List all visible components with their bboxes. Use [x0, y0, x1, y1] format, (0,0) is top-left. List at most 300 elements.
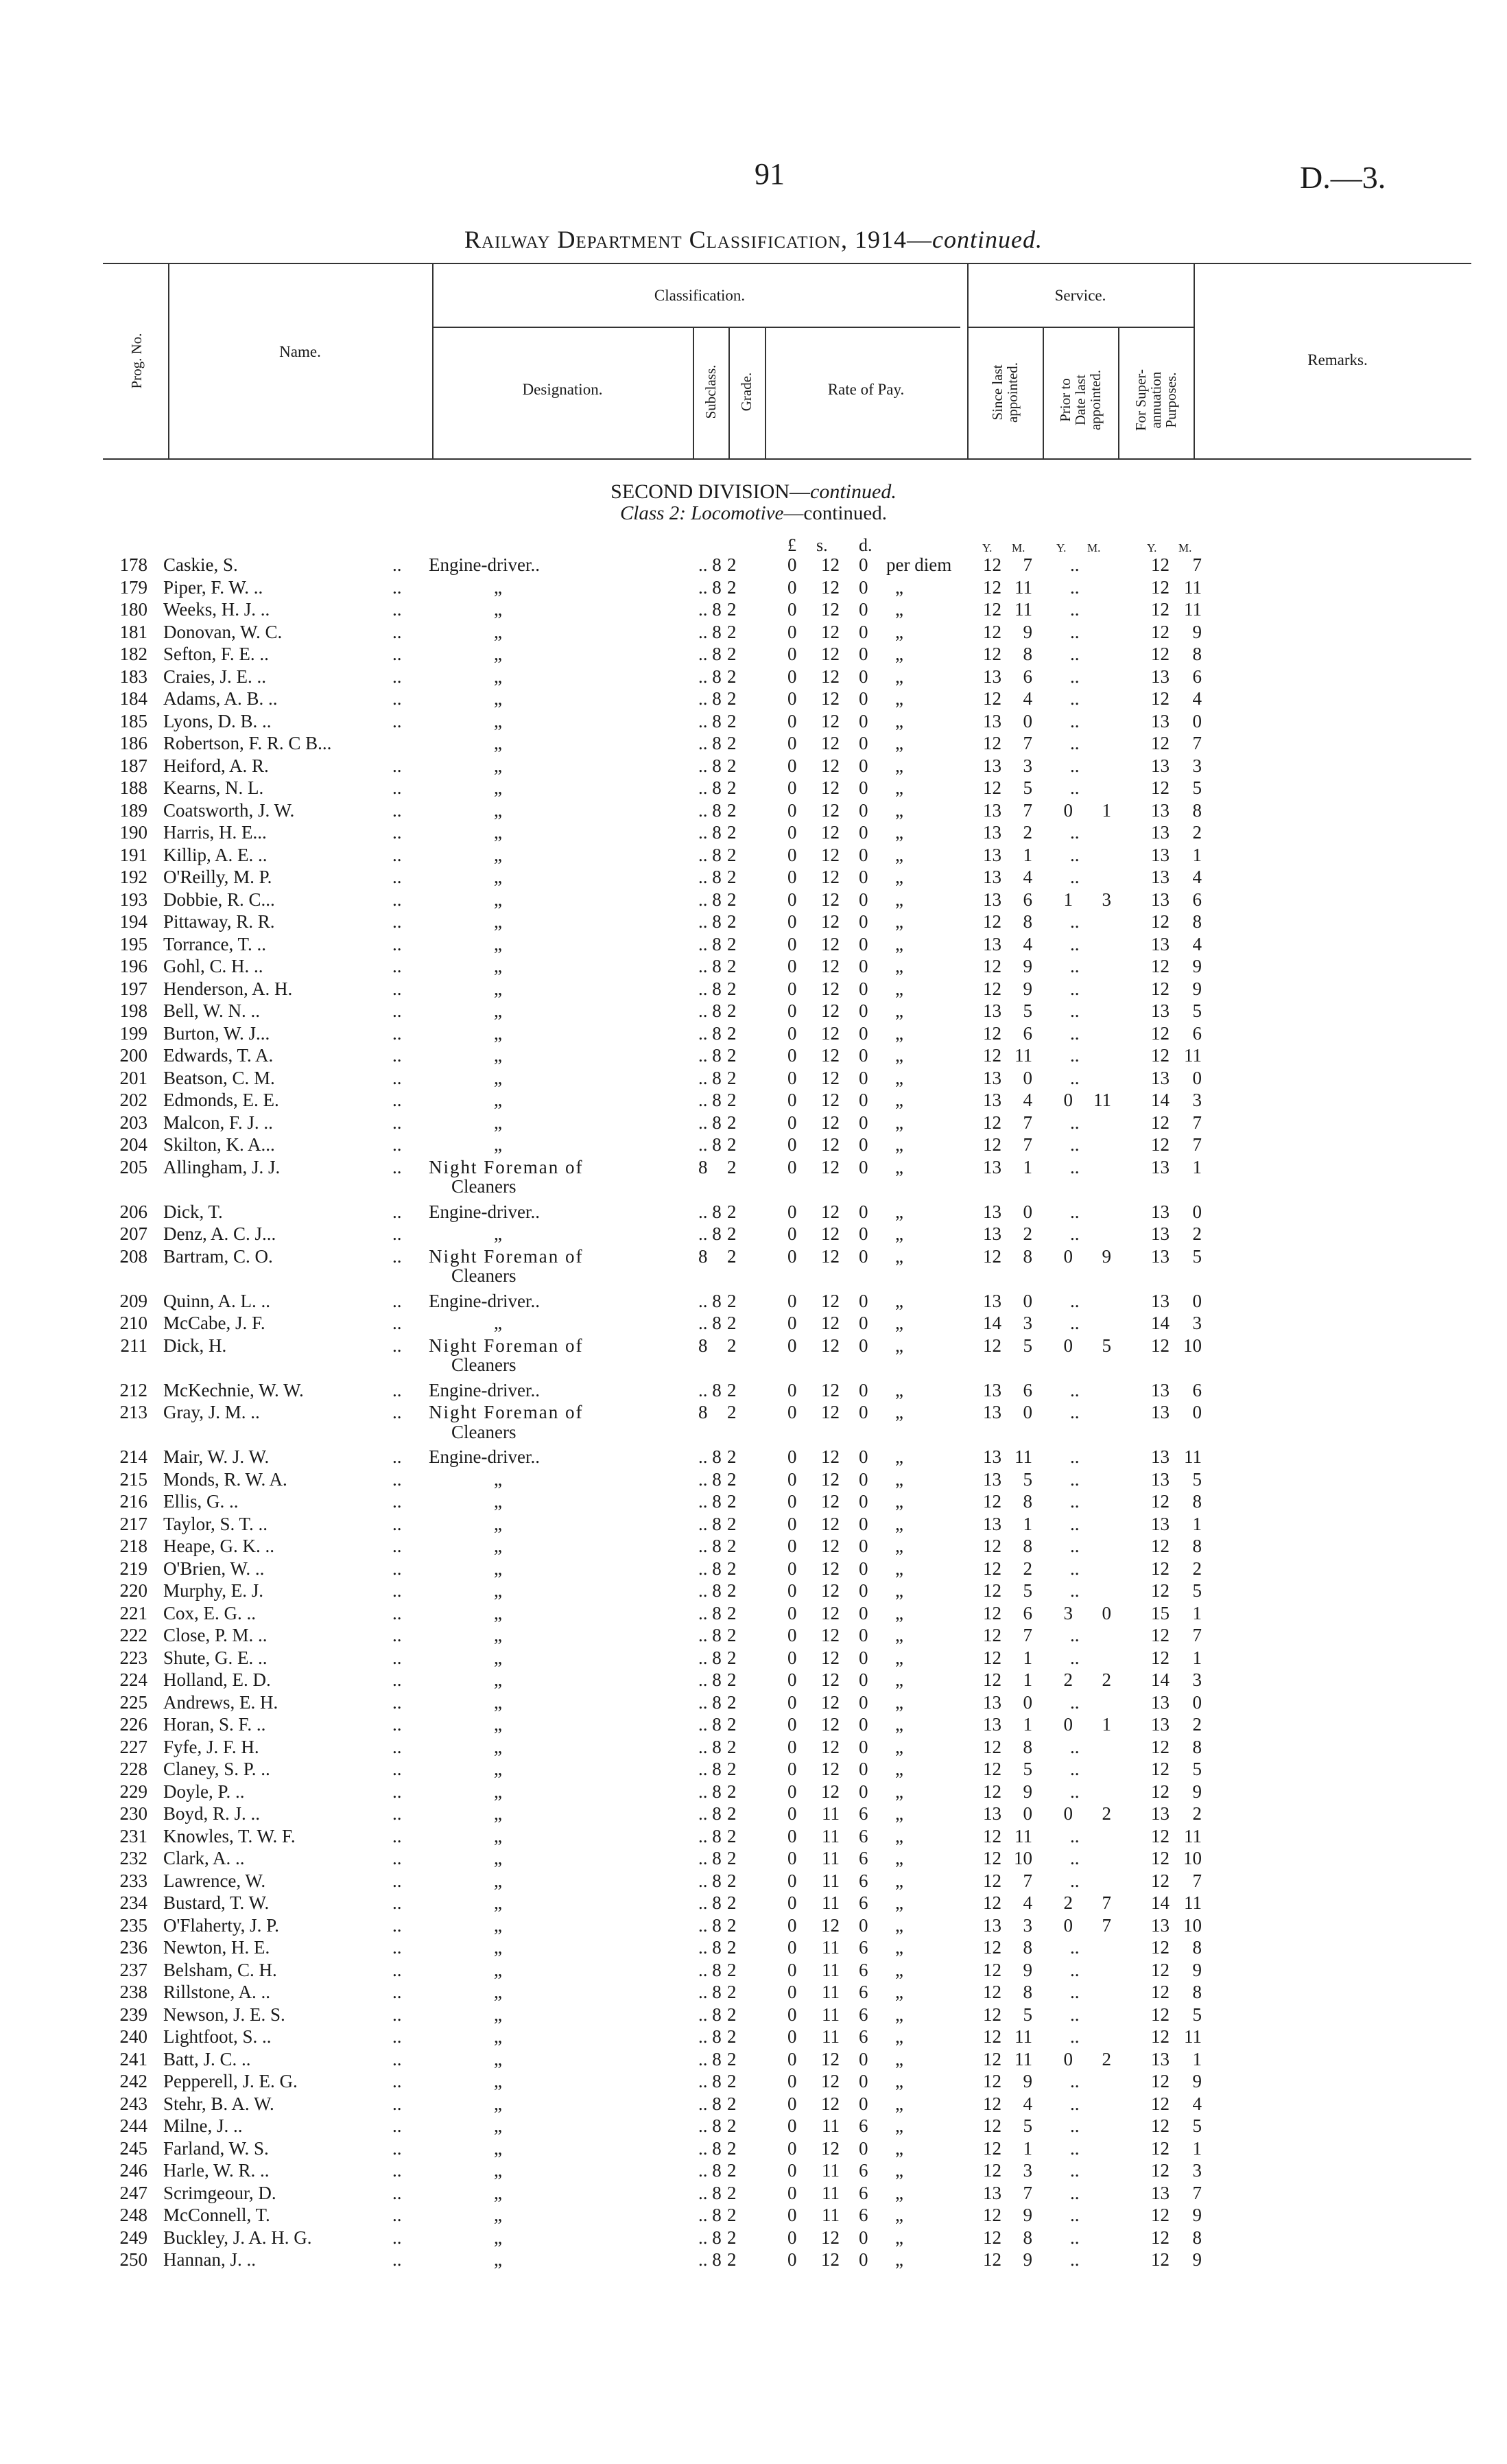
- designation-cell: „: [494, 1112, 502, 1133]
- since-years-cell: 13: [983, 1380, 1001, 1400]
- super-years-cell: 12: [1151, 1558, 1170, 1579]
- table-row: [0, 2249, 1507, 2270]
- pay-pounds-cell: 0: [787, 777, 797, 798]
- pay-pence-cell: 0: [859, 2049, 868, 2069]
- pay-unit-cell: „: [895, 1335, 903, 1356]
- subclass-cell: .. 8: [698, 733, 722, 753]
- prog-no-cell: 202: [119, 1090, 147, 1110]
- prog-no-cell: 196: [119, 956, 147, 976]
- subclass-cell: .. 8: [698, 934, 722, 954]
- super-years-cell: 13: [1151, 867, 1170, 887]
- pay-pounds-cell: 0: [787, 800, 797, 821]
- super-months-cell: 10: [1183, 1915, 1202, 1936]
- pay-pence-cell: 0: [859, 1536, 868, 1556]
- super-months-cell: 4: [1192, 2093, 1202, 2114]
- prog-no-cell: 190: [119, 822, 147, 843]
- pay-pence-cell: 0: [859, 733, 868, 753]
- super-months-cell: 2: [1192, 1714, 1202, 1735]
- pay-pounds-cell: 0: [787, 1090, 797, 1110]
- prior-months-cell: 2: [1102, 1669, 1111, 1690]
- subclass-cell: .. 8: [698, 867, 722, 887]
- table-row: [0, 577, 1507, 598]
- prior-empty-dots: ..: [1070, 1313, 1080, 1333]
- pay-shillings-cell: 11: [822, 1960, 840, 1980]
- super-months-cell: 0: [1192, 1692, 1202, 1713]
- name-cell: Gray, J. M. ..: [163, 1402, 260, 1422]
- subclass-cell: .. 8: [698, 666, 722, 687]
- pay-pence-cell: 0: [859, 1692, 868, 1713]
- col-rule-4: [728, 327, 730, 458]
- since-months-cell: 11: [1014, 1045, 1032, 1066]
- since-months-cell: 11: [1014, 599, 1032, 620]
- super-years-cell: 12: [1151, 2026, 1170, 2047]
- prog-no-cell: 246: [119, 2160, 147, 2181]
- table-row: [0, 1402, 1507, 1422]
- super-years-cell: 13: [1151, 889, 1170, 910]
- grade-cell: 2: [727, 1937, 737, 1958]
- unit-prior-y: Y.: [1056, 541, 1067, 554]
- super-months-cell: 9: [1192, 956, 1202, 976]
- pay-shillings-cell: 11: [822, 1937, 840, 1958]
- designation-cell: „: [494, 1781, 502, 1802]
- super-years-cell: 13: [1151, 1402, 1170, 1422]
- name-cell: Buckley, J. A. H. G.: [163, 2227, 312, 2248]
- since-months-cell: 8: [1023, 2227, 1032, 2248]
- pay-shillings-cell: 12: [821, 889, 840, 910]
- pay-pounds-cell: 0: [787, 1112, 797, 1133]
- since-years-cell: 13: [983, 1803, 1001, 1824]
- super-years-cell: 12: [1151, 688, 1170, 709]
- pay-unit-cell: „: [895, 733, 903, 753]
- prior-empty-dots: ..: [1070, 644, 1080, 664]
- subclass-cell: .. 8: [698, 2071, 722, 2091]
- pay-unit-cell: „: [895, 2249, 903, 2270]
- super-months-cell: 6: [1192, 1380, 1202, 1400]
- table-row: [0, 2071, 1507, 2091]
- header-subclass: Subclass.: [702, 364, 719, 419]
- pay-pence-cell: 0: [859, 1491, 868, 1512]
- prog-no-cell: 179: [119, 577, 147, 598]
- super-months-cell: 4: [1192, 867, 1202, 887]
- name-cell: Adams, A. B. ..: [163, 688, 278, 709]
- pay-pounds-cell: 0: [787, 1603, 797, 1623]
- name-cell: Skilton, K. A...: [163, 1134, 275, 1155]
- super-months-cell: 6: [1192, 889, 1202, 910]
- pay-pence-cell: 0: [859, 1558, 868, 1579]
- super-years-cell: 13: [1151, 2183, 1170, 2203]
- subclass-cell: .. 8: [698, 1134, 722, 1155]
- super-months-cell: 8: [1192, 800, 1202, 821]
- grade-cell: 2: [727, 2249, 737, 2270]
- leader-dots: ..: [392, 1491, 402, 1512]
- super-years-cell: 12: [1151, 1536, 1170, 1556]
- since-months-cell: 1: [1023, 845, 1032, 865]
- since-years-cell: 12: [983, 1960, 1001, 1980]
- name-cell: Rillstone, A. ..: [163, 1982, 271, 2002]
- leader-dots: ..: [392, 1134, 402, 1155]
- super-months-cell: 2: [1192, 1558, 1202, 1579]
- prior-empty-dots: ..: [1070, 1625, 1080, 1645]
- leader-dots: ..: [392, 1803, 402, 1824]
- pay-shillings-cell: 12: [821, 1402, 840, 1422]
- pay-pounds-cell: 0: [787, 1402, 797, 1422]
- prior-years-cell: 2: [1063, 1669, 1073, 1690]
- header-rate-of-pay: Rate of Pay.: [827, 381, 905, 398]
- prior-empty-dots: ..: [1070, 2004, 1080, 2025]
- prior-months-cell: 0: [1102, 1603, 1111, 1623]
- since-months-cell: 7: [1023, 800, 1032, 821]
- name-cell: Caskie, S.: [163, 554, 238, 575]
- designation-cell: „: [494, 2026, 502, 2047]
- name-cell: O'Reilly, M. P.: [163, 867, 272, 887]
- since-years-cell: 13: [983, 1068, 1001, 1088]
- pay-pence-cell: 0: [859, 2093, 868, 2114]
- designation-cell: „: [494, 1669, 502, 1690]
- grade-cell: 2: [727, 1514, 737, 1534]
- super-months-cell: 5: [1192, 1000, 1202, 1021]
- super-years-cell: 12: [1151, 1737, 1170, 1757]
- pay-pounds-cell: 0: [787, 1580, 797, 1601]
- grade-cell: 2: [727, 1781, 737, 1802]
- pay-pence-cell: 6: [859, 1982, 868, 2002]
- pay-shillings-cell: 12: [821, 822, 840, 843]
- table-row: [0, 2205, 1507, 2225]
- super-years-cell: 12: [1151, 1625, 1170, 1645]
- pay-unit-cell: „: [895, 2115, 903, 2136]
- leader-dots: ..: [392, 755, 402, 776]
- grade-cell: 2: [727, 666, 737, 687]
- super-months-cell: 1: [1192, 1514, 1202, 1534]
- name-cell: Craies, J. E. ..: [163, 666, 266, 687]
- since-years-cell: 13: [983, 867, 1001, 887]
- since-years-cell: 13: [983, 1201, 1001, 1222]
- pay-unit-cell: „: [895, 1669, 903, 1690]
- pay-shillings-cell: 12: [821, 1558, 840, 1579]
- pay-unit-cell: „: [895, 2071, 903, 2091]
- prog-no-cell: 223: [119, 1647, 147, 1668]
- since-years-cell: 13: [983, 1714, 1001, 1735]
- since-years-cell: 13: [983, 2183, 1001, 2203]
- subclass-cell: .. 8: [698, 1669, 722, 1690]
- pay-pounds-cell: 0: [787, 1982, 797, 2002]
- table-row: [0, 822, 1507, 843]
- prog-no-cell: 201: [119, 1068, 147, 1088]
- designation-cell: „: [494, 1090, 502, 1110]
- designation-cell: „: [494, 2249, 502, 2270]
- pay-pounds-cell: 0: [787, 599, 797, 620]
- pay-shillings-cell: 12: [821, 1134, 840, 1155]
- subclass-cell: .. 8: [698, 2205, 722, 2225]
- pay-shillings-cell: 12: [821, 755, 840, 776]
- name-cell: Stehr, B. A. W.: [163, 2093, 274, 2114]
- prog-no-cell: 242: [119, 2071, 147, 2091]
- super-years-cell: 13: [1151, 1446, 1170, 1467]
- name-cell: Farland, W. S.: [163, 2138, 269, 2159]
- prior-empty-dots: ..: [1070, 733, 1080, 753]
- title-main: Railway Department Classification, 1914—: [464, 226, 933, 253]
- pay-shillings-cell: 12: [821, 1603, 840, 1623]
- pay-unit-cell: „: [895, 777, 903, 798]
- subclass-cell: .. 8: [698, 577, 722, 598]
- prior-empty-dots: ..: [1070, 845, 1080, 865]
- pay-shillings-cell: 11: [822, 1870, 840, 1891]
- division-title: SECOND DIVISION—continued.: [610, 480, 897, 503]
- grade-cell: 2: [727, 1335, 737, 1356]
- prog-no-cell: 200: [119, 1045, 147, 1066]
- pay-pounds-cell: 0: [787, 1759, 797, 1779]
- grade-cell: 2: [727, 2160, 737, 2181]
- super-months-cell: 11: [1184, 1446, 1202, 1467]
- prog-no-cell: 216: [119, 1491, 147, 1512]
- subclass-cell: .. 8: [698, 889, 722, 910]
- pay-shillings-cell: 11: [822, 2205, 840, 2225]
- table-row: [0, 1514, 1507, 1534]
- prog-no-cell: 233: [119, 1870, 147, 1891]
- super-months-cell: 9: [1192, 2205, 1202, 2225]
- pay-shillings-cell: 12: [821, 845, 840, 865]
- name-cell: McConnell, T.: [163, 2205, 270, 2225]
- pay-unit-cell: „: [895, 1870, 903, 1891]
- super-years-cell: 12: [1151, 733, 1170, 753]
- super-years-cell: 14: [1151, 1892, 1170, 1913]
- since-years-cell: 12: [983, 1759, 1001, 1779]
- super-years-cell: 13: [1151, 845, 1170, 865]
- table-row: [0, 2227, 1507, 2248]
- pay-shillings-cell: 11: [822, 2004, 840, 2025]
- pay-pence-cell: 0: [859, 1737, 868, 1757]
- pay-pounds-cell: 0: [787, 1826, 797, 1846]
- grade-cell: 2: [727, 1580, 737, 1601]
- prior-months-cell: 3: [1102, 889, 1111, 910]
- prior-empty-dots: ..: [1070, 688, 1080, 709]
- leader-dots: ..: [392, 1759, 402, 1779]
- header-prior: Prior to Date last appointed.: [1057, 369, 1104, 431]
- pay-unit-cell: „: [895, 2138, 903, 2159]
- table-row: [0, 1892, 1507, 1913]
- super-months-cell: 7: [1192, 2183, 1202, 2203]
- pay-pounds-cell: 0: [787, 1737, 797, 1757]
- subclass-cell: .. 8: [698, 1937, 722, 1958]
- prior-empty-dots: ..: [1070, 934, 1080, 954]
- pay-pence-cell: 0: [859, 1603, 868, 1623]
- pay-pounds-cell: 0: [787, 1669, 797, 1690]
- pay-unit-cell: „: [895, 1402, 903, 1422]
- super-months-cell: 9: [1192, 1781, 1202, 1802]
- pay-shillings-cell: 12: [821, 1625, 840, 1645]
- prior-years-cell: 2: [1063, 1892, 1073, 1913]
- leader-dots: ..: [392, 1960, 402, 1980]
- leader-dots: ..: [392, 1380, 402, 1400]
- prior-months-cell: 1: [1102, 800, 1111, 821]
- name-cell: Lawrence, W.: [163, 1870, 266, 1891]
- table-row: [0, 2183, 1507, 2203]
- name-cell: Shute, G. E. ..: [163, 1647, 268, 1668]
- table-row: [0, 1625, 1507, 1645]
- name-cell: Dick, H.: [163, 1335, 227, 1356]
- name-cell: Batt, J. C. ..: [163, 2049, 251, 2069]
- super-months-cell: 5: [1192, 1580, 1202, 1601]
- pay-shillings-cell: 12: [821, 1223, 840, 1244]
- pay-shillings-cell: 12: [821, 956, 840, 976]
- grade-cell: 2: [727, 1647, 737, 1668]
- since-months-cell: 4: [1023, 867, 1032, 887]
- pay-shillings-cell: 12: [821, 1915, 840, 1936]
- super-months-cell: 5: [1192, 2115, 1202, 2136]
- since-years-cell: 13: [983, 1090, 1001, 1110]
- super-months-cell: 6: [1192, 666, 1202, 687]
- grade-cell: 2: [727, 1068, 737, 1088]
- prog-no-cell: 205: [119, 1157, 147, 1177]
- pay-pounds-cell: 0: [787, 978, 797, 999]
- unit-prior-m: M.: [1087, 541, 1101, 554]
- prog-no-cell: 244: [119, 2115, 147, 2136]
- grade-cell: 2: [727, 1000, 737, 1021]
- table-row: [0, 2160, 1507, 2181]
- grade-cell: 2: [727, 1246, 737, 1267]
- designation-cell: Engine-driver..: [429, 1201, 540, 1222]
- pay-unit-cell: „: [895, 1291, 903, 1311]
- super-months-cell: 0: [1192, 711, 1202, 731]
- table-row: [0, 1134, 1507, 1155]
- leader-dots: ..: [392, 577, 402, 598]
- since-years-cell: 12: [983, 1045, 1001, 1066]
- super-years-cell: 12: [1151, 1848, 1170, 1868]
- leader-dots: ..: [392, 1469, 402, 1490]
- pay-pounds-cell: 0: [787, 956, 797, 976]
- since-years-cell: 12: [983, 2115, 1001, 2136]
- leader-dots: ..: [392, 956, 402, 976]
- pay-pence-cell: 0: [859, 2249, 868, 2270]
- prior-empty-dots: ..: [1070, 1000, 1080, 1021]
- pay-shillings-cell: 12: [821, 800, 840, 821]
- grade-cell: 2: [727, 1558, 737, 1579]
- prior-empty-dots: ..: [1070, 1737, 1080, 1757]
- pay-shillings-cell: 12: [821, 554, 840, 575]
- since-months-cell: 8: [1023, 1737, 1032, 1757]
- pay-shillings-cell: 12: [821, 1536, 840, 1556]
- super-months-cell: 1: [1192, 1157, 1202, 1177]
- super-months-cell: 8: [1192, 1737, 1202, 1757]
- since-years-cell: 12: [983, 1603, 1001, 1623]
- pay-pounds-cell: 0: [787, 845, 797, 865]
- name-cell: Heape, G. K. ..: [163, 1536, 274, 1556]
- pay-unit-cell: „: [895, 1937, 903, 1958]
- prog-no-cell: 193: [119, 889, 147, 910]
- since-years-cell: 12: [983, 2205, 1001, 2225]
- pay-shillings-cell: 12: [821, 1000, 840, 1021]
- table-row: [0, 1982, 1507, 2002]
- super-months-cell: 9: [1192, 1960, 1202, 1980]
- since-years-cell: 13: [983, 822, 1001, 843]
- leader-dots: ..: [392, 978, 402, 999]
- since-months-cell: 3: [1023, 755, 1032, 776]
- subclass-cell: .. 8: [698, 1380, 722, 1400]
- table-row: [0, 1335, 1507, 1356]
- super-years-cell: 12: [1151, 2071, 1170, 2091]
- subclass-cell: .. 8: [698, 1291, 722, 1311]
- pay-pounds-cell: 0: [787, 1223, 797, 1244]
- since-months-cell: 5: [1023, 777, 1032, 798]
- subclass-cell: .. 8: [698, 1000, 722, 1021]
- pay-pence-cell: 6: [859, 1870, 868, 1891]
- designation-cell: „: [494, 577, 502, 598]
- pay-pence-cell: 0: [859, 934, 868, 954]
- leader-dots: ..: [392, 1068, 402, 1088]
- table-row: [0, 2115, 1507, 2136]
- leader-dots: ..: [392, 1112, 402, 1133]
- leader-dots: ..: [392, 1000, 402, 1021]
- designation-cell: „: [494, 934, 502, 954]
- prog-no-cell: 206: [119, 1201, 147, 1222]
- pay-pounds-cell: 0: [787, 644, 797, 664]
- leader-dots: ..: [392, 2093, 402, 2114]
- super-months-cell: 6: [1192, 1023, 1202, 1044]
- prog-no-cell: 235: [119, 1915, 147, 1936]
- name-cell: Gohl, C. H. ..: [163, 956, 263, 976]
- grade-cell: 2: [727, 711, 737, 731]
- subclass-cell: .. 8: [698, 1892, 722, 1913]
- pay-unit-cell: „: [895, 845, 903, 865]
- since-months-cell: 0: [1023, 1803, 1032, 1824]
- since-years-cell: 13: [983, 755, 1001, 776]
- leader-dots: ..: [392, 1714, 402, 1735]
- name-cell: Burton, W. J...: [163, 1023, 270, 1044]
- prog-no-cell: 228: [119, 1759, 147, 1779]
- name-cell: Allingham, J. J.: [163, 1157, 281, 1177]
- since-months-cell: 7: [1023, 2183, 1032, 2203]
- pay-pounds-cell: 0: [787, 1134, 797, 1155]
- pay-pence-cell: 0: [859, 1335, 868, 1356]
- designation-cell: „: [494, 755, 502, 776]
- since-years-cell: 12: [983, 1647, 1001, 1668]
- leader-dots: ..: [392, 644, 402, 664]
- subclass-cell: .. 8: [698, 1915, 722, 1936]
- prior-years-cell: 0: [1063, 2049, 1073, 2069]
- pay-pounds-cell: 0: [787, 2115, 797, 2136]
- subclass-cell: .. 8: [698, 911, 722, 932]
- pay-shillings-cell: 11: [822, 1803, 840, 1824]
- pay-unit-cell: „: [895, 1580, 903, 1601]
- table-row: [0, 1469, 1507, 1490]
- subclass-cell: .. 8: [698, 644, 722, 664]
- subclass-cell: .. 8: [698, 956, 722, 976]
- leader-dots: ..: [392, 1892, 402, 1913]
- designation-cell: „: [494, 956, 502, 976]
- designation-cell: „: [494, 1045, 502, 1066]
- grade-cell: 2: [727, 1603, 737, 1623]
- subclass-cell: 8: [698, 1335, 708, 1356]
- pay-unit-cell: „: [895, 800, 903, 821]
- designation-cell: „: [494, 1960, 502, 1980]
- leader-dots: ..: [392, 2138, 402, 2159]
- pay-pounds-cell: 0: [787, 1625, 797, 1645]
- header-bottom-rule: [103, 458, 1471, 460]
- designation-cell: „: [494, 599, 502, 620]
- since-months-cell: 7: [1023, 554, 1032, 575]
- prog-no-cell: 236: [119, 1937, 147, 1958]
- since-years-cell: 12: [983, 2160, 1001, 2181]
- leader-dots: ..: [392, 1692, 402, 1713]
- leader-dots: ..: [392, 688, 402, 709]
- subclass-cell: .. 8: [698, 2227, 722, 2248]
- since-years-cell: 12: [983, 644, 1001, 664]
- leader-dots: ..: [392, 2160, 402, 2181]
- super-years-cell: 13: [1151, 800, 1170, 821]
- designation-cell: „: [494, 1023, 502, 1044]
- table-row: [0, 1714, 1507, 1735]
- table-row: [0, 711, 1507, 731]
- pay-unit-cell: „: [895, 1134, 903, 1155]
